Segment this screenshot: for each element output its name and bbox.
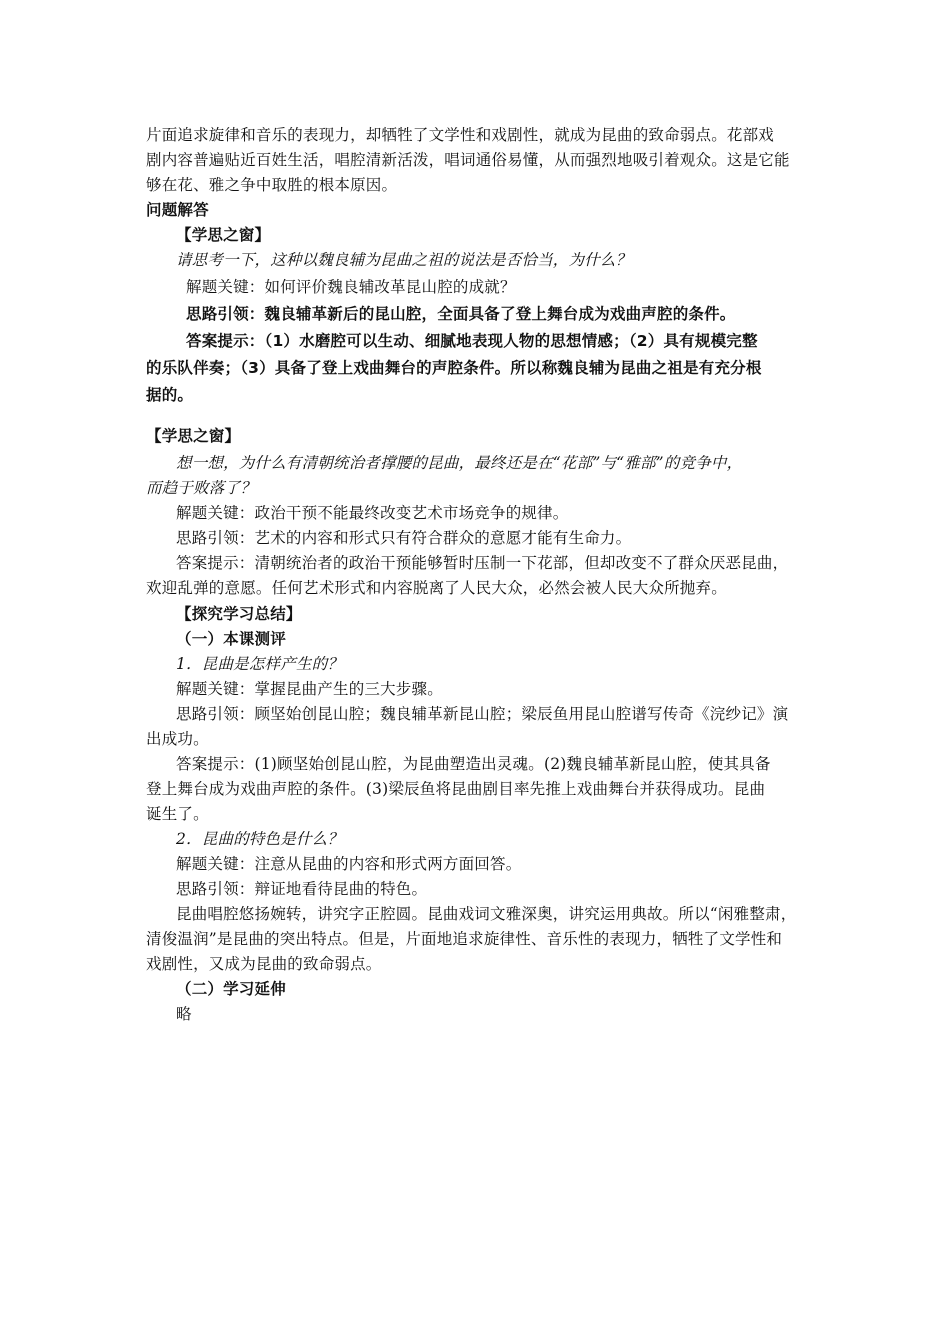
q2-key: 解题关键：注意从昆曲的内容和形式两方面回答。 [176,855,522,873]
window-2-answer-2: 欢迎乱弹的意愿。任何艺术形式和内容脱离了人民大众，必然会被人民大众所抛弃。 [146,579,727,597]
window-2-key: 解题关键：政治干预不能最终改变艺术市场竞争的规律。 [176,504,569,522]
q2-answer-1: 昆曲唱腔悠扬婉转，讲究字正腔圆。昆曲戏词文雅深奥，讲究运用典故。所以“闲雅整肃， [176,905,797,923]
q1-key: 解题关键：掌握昆曲产生的三大步骤。 [176,680,443,698]
intro-line-3: 够在花、雅之争中取胜的根本原因。 [146,176,398,194]
q2-hint: 思路引领：辩证地看待昆曲的特色。 [176,880,428,898]
window-2-title: 【学思之窗】 [146,427,241,445]
window-2-hint: 思路引领：艺术的内容和形式只有符合群众的意愿才能有生命力。 [176,529,632,547]
q1-answer-2: 登上舞台成为戏曲声腔的条件。(3)梁辰鱼将昆曲剧目率先推上戏曲舞台并获得成功。昆曲 [146,780,766,798]
summary-question-1: 1．昆曲是怎样产生的？ [176,655,344,673]
window-2-question-2: 而趋于败落了？ [146,479,256,497]
summary-title: 【探究学习总结】 [176,605,302,623]
intro-line-2: 剧内容普遍贴近百姓生活，唱腔清新活泼，唱词通俗易懂，从而强烈地吸引着观众。这是它能 [146,151,790,169]
intro-line-1: 片面追求旋律和音乐的表现力，却牺牲了文学性和戏剧性，就成为昆曲的致命弱点。花部戏 [146,126,775,144]
q2-answer-3: 戏剧性，又成为昆曲的致命弱点。 [146,955,382,973]
qa-heading: 问题解答 [146,201,209,219]
window-1-title: 【学思之窗】 [176,226,271,244]
summary-section-2: （二）学习延伸 [176,980,286,998]
q1-answer-3: 诞生了。 [146,805,209,823]
q1-hint-1: 思路引领：顾坚始创昆山腔；魏良辅革新昆山腔；梁辰鱼用昆山腔谱写传奇《浣纱记》演 [176,705,789,723]
window-1-answer-2: 的乐队伴奏；（3）具备了登上戏曲舞台的声腔条件。所以称魏良辅为昆曲之祖是有充分根 [146,359,762,377]
q2-answer-2: 清俊温润”是昆曲的突出特点。但是，片面地追求旋律性、音乐性的表现力，牺牲了文学性和 [146,930,783,948]
window-2-question-1: 想一想，为什么有清朝统治者撑腰的昆曲，最终还是在“花部”与“雅部”的竞争中， [176,454,743,472]
window-1-answer-1: 答案提示：（1）水磨腔可以生动、细腻地表现人物的思想情感；（2）具有规模完整 [186,332,758,350]
q1-answer-1: 答案提示：(1)顾坚始创昆山腔，为昆曲塑造出灵魂。(2)魏良辅革新昆山腔，使其具备 [176,755,771,773]
window-1-answer-3: 据的。 [146,386,194,404]
q1-hint-2: 出成功。 [146,730,209,748]
summary-question-2: 2．昆曲的特色是什么？ [176,830,344,848]
summary-section-1: （一）本课测评 [176,630,286,648]
window-1-key: 解题关键：如何评价魏良辅改革昆山腔的成就？ [186,278,516,296]
section-2-body: 略 [176,1005,192,1023]
window-1-hint: 思路引领：魏良辅革新后的昆山腔，全面具备了登上舞台成为戏曲声腔的条件。 [186,305,736,323]
window-1-question: 请思考一下，这种以魏良辅为昆曲之祖的说法是否恰当，为什么？ [176,251,632,269]
window-2-answer-1: 答案提示：清朝统治者的政治干预能够暂时压制一下花部，但却改变不了群众厌恶昆曲， [176,554,789,572]
